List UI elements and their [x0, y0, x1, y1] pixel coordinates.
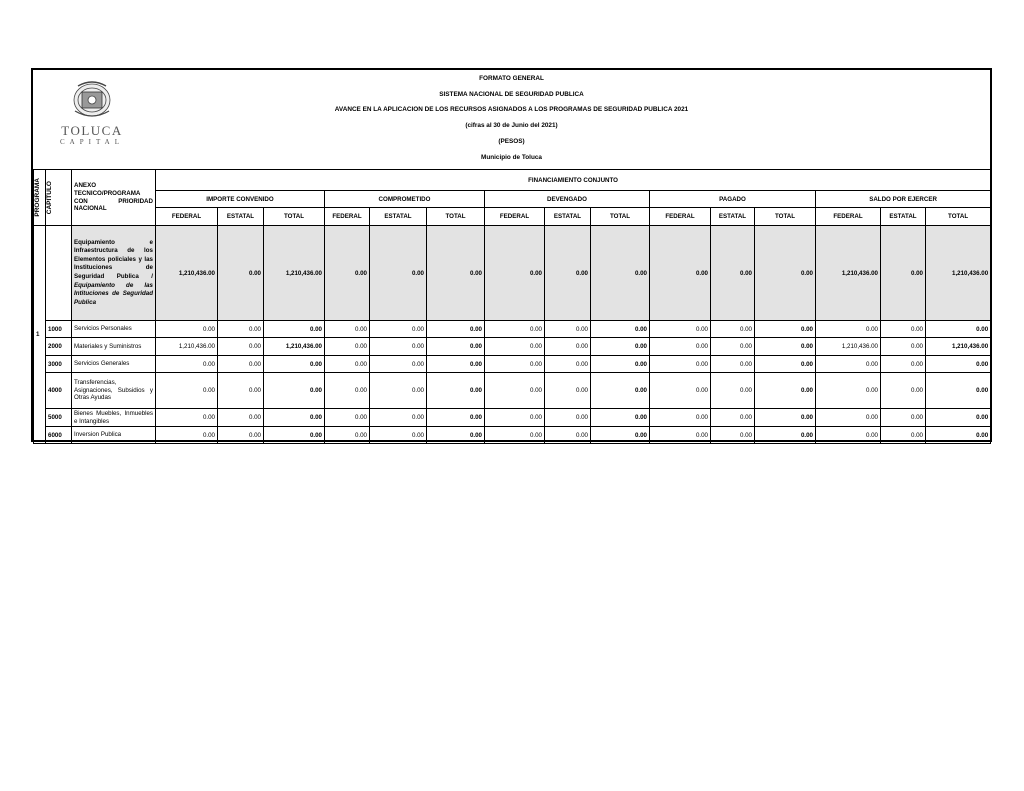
capitulo-code: 3000: [46, 356, 72, 373]
group-header: SALDO POR EJERCER: [816, 191, 991, 208]
capitulo-empty: [46, 226, 72, 321]
financiamiento-header: FINANCIAMIENTO CONJUNTO: [156, 170, 991, 191]
value-cell: 0.00: [427, 226, 485, 321]
capitulo-code: 2000: [46, 338, 72, 356]
value-cell: 0.00: [545, 226, 591, 321]
value-cell: 0.00: [427, 373, 485, 409]
title-avance: AVANCE EN LA APLICACION DE LOS RECURSOS ASIGNADOS A LOS PROGRAMAS DE SEGURIDAD PUBLICA 2021: [334, 106, 689, 113]
capitulo-description: Materiales y Suministros: [72, 338, 156, 356]
logo-name: TOLUCA: [61, 123, 123, 138]
group-header: IMPORTE CONVENIDO: [156, 191, 325, 208]
value-cell: 0.00: [650, 338, 711, 356]
subcol-header: FEDERAL: [816, 208, 881, 226]
value-cell: 0.00: [264, 356, 325, 373]
value-cell: 0.00: [755, 226, 816, 321]
value-cell: 0.00: [264, 373, 325, 409]
value-cell: 0.00: [711, 338, 755, 356]
value-cell: 0.00: [370, 226, 427, 321]
value-cell: 0.00: [485, 321, 545, 338]
value-cell: 0.00: [926, 427, 991, 444]
value-cell: 0.00: [881, 373, 926, 409]
value-cell: 0.00: [485, 226, 545, 321]
value-cell: 0.00: [427, 409, 485, 427]
subcol-header: TOTAL: [264, 208, 325, 226]
value-cell: 0.00: [325, 321, 370, 338]
value-cell: 0.00: [370, 373, 427, 409]
value-cell: 0.00: [264, 409, 325, 427]
value-cell: 1,210,436.00: [816, 226, 881, 321]
title-sistema: SISTEMA NACIONAL DE SEGURIDAD PUBLICA: [439, 91, 584, 98]
value-cell: 0.00: [325, 226, 370, 321]
subcol-header: TOTAL: [591, 208, 650, 226]
value-cell: 0.00: [816, 373, 881, 409]
capitulo-code: 5000: [46, 409, 72, 427]
value-cell: 0.00: [711, 226, 755, 321]
capitulo-header: CAPITULO: [46, 170, 72, 226]
value-cell: 1,210,436.00: [816, 338, 881, 356]
table-row: [34, 427, 991, 444]
value-cell: 0.00: [156, 356, 218, 373]
capitulo-description: Bienes Muebles, Inmuebles e Intangibles: [72, 409, 156, 427]
capitulo-description: Transferencias, Asignaciones, Subsidios y Otras Ayudas: [72, 373, 156, 409]
value-cell: 0.00: [816, 321, 881, 338]
value-cell: 0.00: [711, 321, 755, 338]
value-cell: 0.00: [264, 321, 325, 338]
value-cell: 0.00: [591, 321, 650, 338]
value-cell: 0.00: [427, 321, 485, 338]
subcol-header: ESTATAL: [218, 208, 264, 226]
value-cell: 0.00: [881, 226, 926, 321]
value-cell: 0.00: [218, 338, 264, 356]
value-cell: 0.00: [881, 338, 926, 356]
value-cell: 0.00: [218, 427, 264, 444]
value-cell: 0.00: [485, 373, 545, 409]
value-cell: 1,210,436.00: [264, 338, 325, 356]
table-row: [34, 321, 991, 338]
value-cell: 0.00: [485, 427, 545, 444]
value-cell: 1,210,436.00: [926, 338, 991, 356]
value-cell: 0.00: [881, 427, 926, 444]
subcol-header: FEDERAL: [325, 208, 370, 226]
value-cell: 0.00: [650, 356, 711, 373]
value-cell: 0.00: [755, 373, 816, 409]
title-formato: FORMATO GENERAL: [479, 75, 544, 82]
subcol-header: ESTATAL: [545, 208, 591, 226]
programa-header: PROGRAMA: [34, 170, 46, 226]
value-cell: 0.00: [427, 338, 485, 356]
value-cell: 0.00: [545, 356, 591, 373]
value-cell: 0.00: [485, 409, 545, 427]
value-cell: 0.00: [650, 226, 711, 321]
capitulo-code: 1000: [46, 321, 72, 338]
value-cell: 0.00: [755, 338, 816, 356]
value-cell: 0.00: [218, 373, 264, 409]
value-cell: 0.00: [325, 427, 370, 444]
capitulo-description: Servicios Personales: [72, 321, 156, 338]
value-cell: 1,210,436.00: [156, 338, 218, 356]
report-header: [33, 70, 990, 170]
programa-description-main: Equipamiento e Infraestructura de los Elementos policiales y las Instituciones de Seguridad Publica /: [74, 238, 153, 280]
value-cell: 0.00: [755, 356, 816, 373]
value-cell: 0.00: [156, 321, 218, 338]
value-cell: 0.00: [591, 338, 650, 356]
value-cell: 0.00: [881, 409, 926, 427]
value-cell: 1,210,436.00: [156, 226, 218, 321]
capitulo-code: 4000: [46, 373, 72, 409]
value-cell: 0.00: [218, 356, 264, 373]
value-cell: 0.00: [325, 409, 370, 427]
capitulo-description: Servicios Generales: [72, 356, 156, 373]
value-cell: 0.00: [650, 427, 711, 444]
subcol-header: FEDERAL: [485, 208, 545, 226]
value-cell: 0.00: [370, 427, 427, 444]
value-cell: 0.00: [591, 373, 650, 409]
value-cell: 0.00: [370, 321, 427, 338]
value-cell: 0.00: [427, 356, 485, 373]
financial-table: [33, 169, 991, 444]
value-cell: 0.00: [156, 409, 218, 427]
title-pesos: (PESOS): [498, 138, 525, 145]
programa-description-sub: Equipamiento de las Intituciones de Seguridad Publica: [74, 281, 153, 306]
value-cell: 0.00: [370, 356, 427, 373]
value-cell: 0.00: [881, 321, 926, 338]
anexo-header: ANEXO TECNICO/PROGRAMA CON PRIORIDAD NACIONAL: [72, 170, 156, 226]
value-cell: 0.00: [325, 356, 370, 373]
programa-description: [72, 226, 156, 321]
value-cell: 0.00: [545, 373, 591, 409]
subcol-header: TOTAL: [926, 208, 991, 226]
value-cell: 0.00: [711, 427, 755, 444]
value-cell: 0.00: [264, 427, 325, 444]
value-cell: 0.00: [926, 321, 991, 338]
value-cell: 0.00: [545, 409, 591, 427]
value-cell: 0.00: [591, 226, 650, 321]
title-municipio: Municipio de Toluca: [481, 154, 542, 161]
report-sheet: [31, 68, 992, 442]
value-cell: 1,210,436.00: [926, 226, 991, 321]
table-row: [34, 338, 991, 356]
logo-subtitle: CAPITAL: [60, 138, 124, 146]
value-cell: 0.00: [325, 373, 370, 409]
value-cell: 0.00: [545, 321, 591, 338]
value-cell: 0.00: [370, 409, 427, 427]
subcol-header: FEDERAL: [650, 208, 711, 226]
value-cell: 0.00: [427, 427, 485, 444]
subcol-header: FEDERAL: [156, 208, 218, 226]
value-cell: 0.00: [218, 226, 264, 321]
value-cell: 0.00: [591, 427, 650, 444]
group-header: DEVENGADO: [485, 191, 650, 208]
value-cell: 0.00: [881, 356, 926, 373]
table-row: [34, 356, 991, 373]
value-cell: 0.00: [545, 427, 591, 444]
group-header: PAGADO: [650, 191, 816, 208]
value-cell: 0.00: [325, 338, 370, 356]
table-row: [34, 373, 991, 409]
value-cell: 0.00: [711, 373, 755, 409]
capitulo-code: 6000: [46, 427, 72, 444]
value-cell: 0.00: [755, 427, 816, 444]
value-cell: 0.00: [711, 409, 755, 427]
value-cell: 0.00: [816, 409, 881, 427]
value-cell: 0.00: [485, 338, 545, 356]
title-cifras: (cifras al 30 de Junio del 2021): [465, 122, 558, 129]
subcol-header: ESTATAL: [711, 208, 755, 226]
subcol-header: ESTATAL: [370, 208, 427, 226]
value-cell: 0.00: [591, 409, 650, 427]
value-cell: 0.00: [218, 321, 264, 338]
value-cell: 0.00: [711, 356, 755, 373]
value-cell: 0.00: [926, 409, 991, 427]
value-cell: 0.00: [816, 427, 881, 444]
subcol-header: TOTAL: [755, 208, 816, 226]
value-cell: 1,210,436.00: [264, 226, 325, 321]
value-cell: 0.00: [926, 356, 991, 373]
value-cell: 0.00: [370, 338, 427, 356]
value-cell: 0.00: [650, 409, 711, 427]
capitulo-description: Inversion Publica: [72, 427, 156, 444]
subcol-header: ESTATAL: [881, 208, 926, 226]
table-row: [34, 409, 991, 427]
value-cell: 0.00: [545, 338, 591, 356]
programa-number: 1: [34, 226, 46, 444]
value-cell: 0.00: [755, 321, 816, 338]
value-cell: 0.00: [816, 356, 881, 373]
value-cell: 0.00: [926, 373, 991, 409]
value-cell: 0.00: [591, 356, 650, 373]
value-cell: 0.00: [156, 373, 218, 409]
value-cell: 0.00: [755, 409, 816, 427]
subcol-header: TOTAL: [427, 208, 485, 226]
value-cell: 0.00: [156, 427, 218, 444]
value-cell: 0.00: [218, 409, 264, 427]
value-cell: 0.00: [485, 356, 545, 373]
value-cell: 0.00: [650, 321, 711, 338]
value-cell: 0.00: [650, 373, 711, 409]
group-header: COMPROMETIDO: [325, 191, 485, 208]
